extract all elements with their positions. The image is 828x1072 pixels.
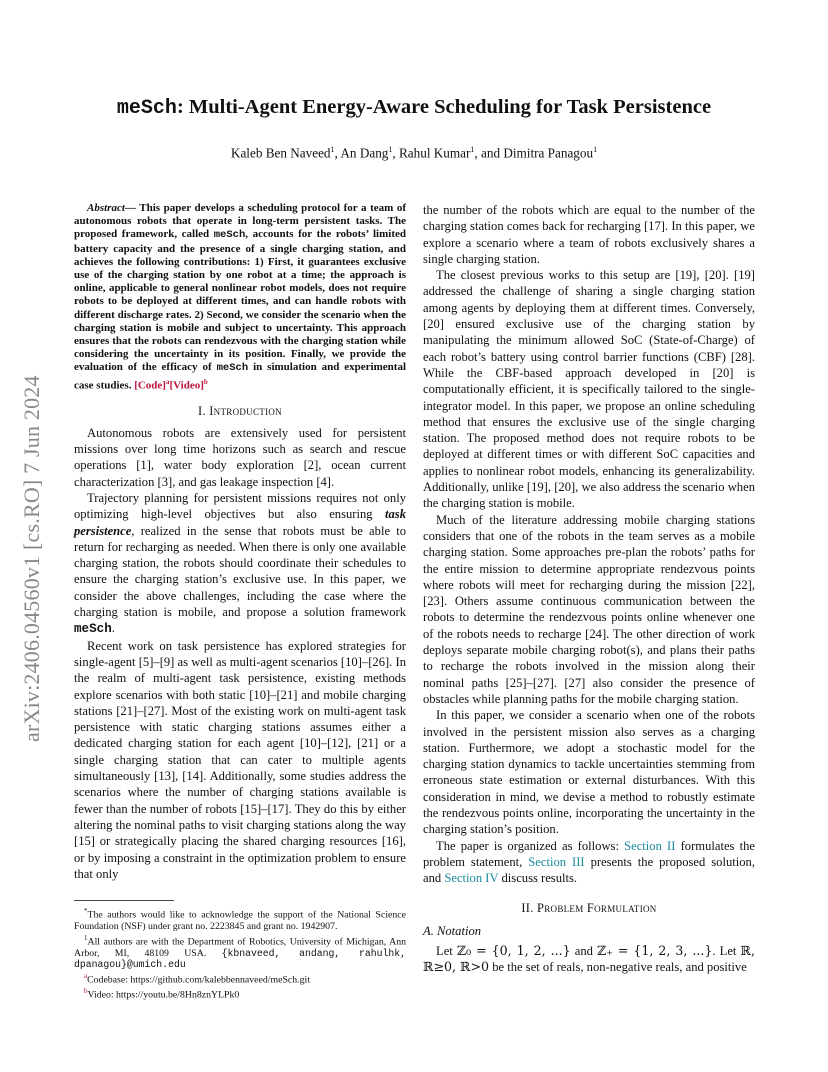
author-sep: , and <box>474 145 504 161</box>
text-run: Trajectory planning for persistent missions requires not only optimizing high-level objectives but also ensuring <box>74 490 406 522</box>
abstract-mono: meSch <box>216 362 249 375</box>
paper-title <box>0 96 828 120</box>
text-run: . <box>111 621 115 636</box>
author-emails: {kbnaveed, andang, rahulhk, dpanagou}@umich.edu <box>74 947 406 971</box>
section-heading-introduction <box>74 403 406 419</box>
math-reals: ℝ, ℝ≥0, ℝ>0 <box>423 943 755 975</box>
author-3: Rahul Kumar <box>398 145 471 161</box>
left-column <box>74 202 406 882</box>
abstract-dash: — <box>124 202 140 214</box>
section-name: Introduction <box>209 403 282 418</box>
text-run: . Let <box>712 944 741 959</box>
footnote <box>74 933 406 971</box>
author-list <box>0 145 828 161</box>
footnote-mark: b <box>84 987 88 996</box>
video-url[interactable]: Video: https://youtu.be/8Hn8znYLPk0 <box>87 989 240 1001</box>
section-heading-problem-formulation <box>423 900 755 916</box>
author-1: Kaleb Ben Naveed <box>230 145 331 161</box>
section-3-link[interactable]: Section III <box>528 854 585 869</box>
paragraph: Autonomous robots are extensively used for persistent missions over long time horizons such as search and rescue operations [1], water body exploration [2], ocean current characterization [3], and gas leakage inspection [4]. <box>74 425 406 489</box>
text-run: and <box>570 944 598 959</box>
text-run: Let <box>436 944 457 959</box>
footnote-mark: 1 <box>84 933 88 942</box>
abstract <box>74 202 406 393</box>
text-run: be the set of reals, non-negative reals, and positive <box>489 960 747 975</box>
footnote <box>74 986 406 1001</box>
footnote-rule <box>74 900 174 901</box>
code-footnote-mark: a <box>165 377 170 386</box>
paragraph: Much of the literature addressing mobile charging stations considers that one of the robots in the team serves as a mobile charging station. Some approaches pre-plan the robots’ paths for the entire mission to determine appropriate rendezvous points where robots will meet for recharging during the mission [22], [23]. Others assume continuous communication between the robots to determine the rendezvous points online whenever one of the robots needs to recharge [24]. The other direction of work deploys separate mobile charging robot(s), and plans their paths to recharge the robots involved in the mission along their nominal paths [25]–[27]. [27] also consider the presence of obstacles while planning paths for the mobile charging station. <box>423 512 755 706</box>
video-footnote-mark: b <box>203 377 208 386</box>
paragraph <box>423 943 755 976</box>
affiliation-mark: 1 <box>593 145 598 154</box>
codebase-url[interactable]: Codebase: https://github.com/kalebbennaveed/meSch.git <box>87 974 310 986</box>
affiliation-mark: 1 <box>388 145 393 154</box>
author-sep: , <box>334 145 341 161</box>
framework-name: meSch <box>74 622 112 637</box>
subsection-heading-notation: A. Notation <box>423 923 482 938</box>
text-run: formulates the problem statement, <box>423 838 755 869</box>
right-column <box>423 202 755 976</box>
section-name: Problem Formulation <box>537 901 657 916</box>
section-number: II. <box>521 901 538 916</box>
affiliation-mark: 1 <box>470 145 475 154</box>
section-number: I. <box>198 403 210 418</box>
section-4-link[interactable]: Section IV <box>444 871 499 886</box>
footnote-text: All authors are with the Department of Robotics, University of Michigan, Ann Arbor, MI, 48109 USA. <box>74 935 406 959</box>
emphasis: task persistence <box>74 507 406 538</box>
paragraph <box>74 490 406 638</box>
affiliation-mark: 1 <box>330 145 335 154</box>
author-2: An Dang <box>340 145 389 161</box>
paragraph: the number of the robots which are equal to the number of the charging station comes back for recharging [17]. In this paper, we explore a scenario where a team of robots exclusively shares a single charging station. <box>423 203 755 266</box>
text-run: , realized in the sense that robots must be able to return for recharging as needed. When there is only one available charging station, the robots should coordinate their schedules to ensure the charging station’s exclusive use. In this paper, we consider the above challenges, including the case where the charging station is mobile, and propose a solution framework <box>74 523 406 620</box>
footnote-mark: * <box>84 907 88 915</box>
title-mono: meSch <box>116 97 177 120</box>
abstract-text: , accounts for the robots’ limited battery capacity and the presence of a single charging station, and achieves the following contributions: 1) First, it guarantees exclusive use of the charging station by one robot at a time; the approach is online, applicable to general nonlinear robot models, does not require robots to be deployed at different times, and can handle robots with different discharge rates. 2) Second, we consider the scenario when the charging station is mobile and subject to uncertainty. This approach ensures that the robots can rendezvous with the charging station while considering the uncertainty in its position. Finally, we provide the evaluation of the efficacy of <box>74 228 406 374</box>
text-run: discuss results. <box>498 871 578 886</box>
text-run: The paper is organized as follows: <box>436 838 625 853</box>
math-z0: ℤ₀ = {0, 1, 2, ...} <box>456 943 571 959</box>
abstract-mono: meSch <box>213 229 246 242</box>
footnotes <box>74 906 406 1001</box>
footnote-text: The authors would like to acknowledge the support of the National Science Foundation (NSF) under grant no. 2223845 and grant no. 1942907. <box>74 909 406 932</box>
footnote <box>74 971 406 986</box>
footnote-mark: a <box>84 972 88 981</box>
abstract-label: Abstract <box>87 202 125 214</box>
paragraph: In this paper, we consider a scenario when one of the robots involved in the persistent mission also serves as a charging station. Furthermore, we adopt a stochastic model for the charging station dynamics to tackle uncertainties stemming from erroneous state estimation or external disturbances. With this consideration in mind, we devise a method to robustly estimate the rendezvous points online, incorporating the uncertainty in the charging station’s position. <box>423 708 755 837</box>
math-zplus: ℤ₊ = {1, 2, 3, ...} <box>597 943 713 959</box>
abstract-text: in simulation and experimental case studies. <box>74 361 406 392</box>
title-rest: : Multi-Agent Energy-Aware Scheduling for Task Persistence <box>176 96 712 118</box>
paragraph: The closest previous works to this setup are [19], [20]. [19] addressed the challenge of sharing a single charging station among agents by deploying them at different times. Conversely, [20] ensured exclusive use of the charging station by manipulating the minimum allowed SoC (State-of-Charge) of each robot’s battery using control barrier functions (CBF) [28]. While the CBF-based approach developed in [20] is computationally efficient, it is specifically tailored to the single-integrator model. In this paper, we propose an online scheduling method that ensures the exclusive use of the single charging station. The proposed method does not require robots to be deployed at different times or with different SoC capacities and applies to nonlinear robot models, enhancing its generalizability. Additionally, unlike [19], [20], we also address the scenario when the charging station is mobile. <box>423 268 755 511</box>
code-link[interactable]: [Code] <box>134 379 166 392</box>
text-run: presents the proposed solution, and <box>423 854 755 886</box>
author-sep: , <box>392 145 399 161</box>
footnote <box>74 906 406 933</box>
paragraph <box>423 838 755 887</box>
arxiv-identifier: arXiv:2406.04560v1 [cs.RO] 7 Jun 2024 <box>19 375 44 742</box>
section-2-link[interactable]: Section II <box>624 838 676 853</box>
paragraph: Recent work on task persistence has explored strategies for single-agent [5]–[9] as well as multi-agent scenarios [10]–[26]. In the realm of multi-agent task persistence, existing methods explore scenarios with both static [10]–[21] and mobile charging stations [21]–[27]. Most of the existing work on multi-agent task persistence with static charging stations assumes either a dedicated charging station for each agent [10]–[12], [21] or a single charging station that can cater to multiple agents simultaneously [13], [14]. Additionally, some studies address the scenarios where the number of charging stations available is fewer than the number of robots [15]–[17]. They do this by either altering the nominal paths to visit charging stations along the way [15] or strategically placing the shared charging resources [16], or by imposing a constraint in the optimization problem to ensure that only <box>74 638 406 881</box>
abstract-text: This paper develops a scheduling protocol for a team of autonomous robots that operate in long-term persistent tasks. The proposed framework, called <box>74 202 406 241</box>
author-4: Dimitra Panagou <box>503 145 594 161</box>
video-link[interactable]: [Video] <box>169 379 204 392</box>
